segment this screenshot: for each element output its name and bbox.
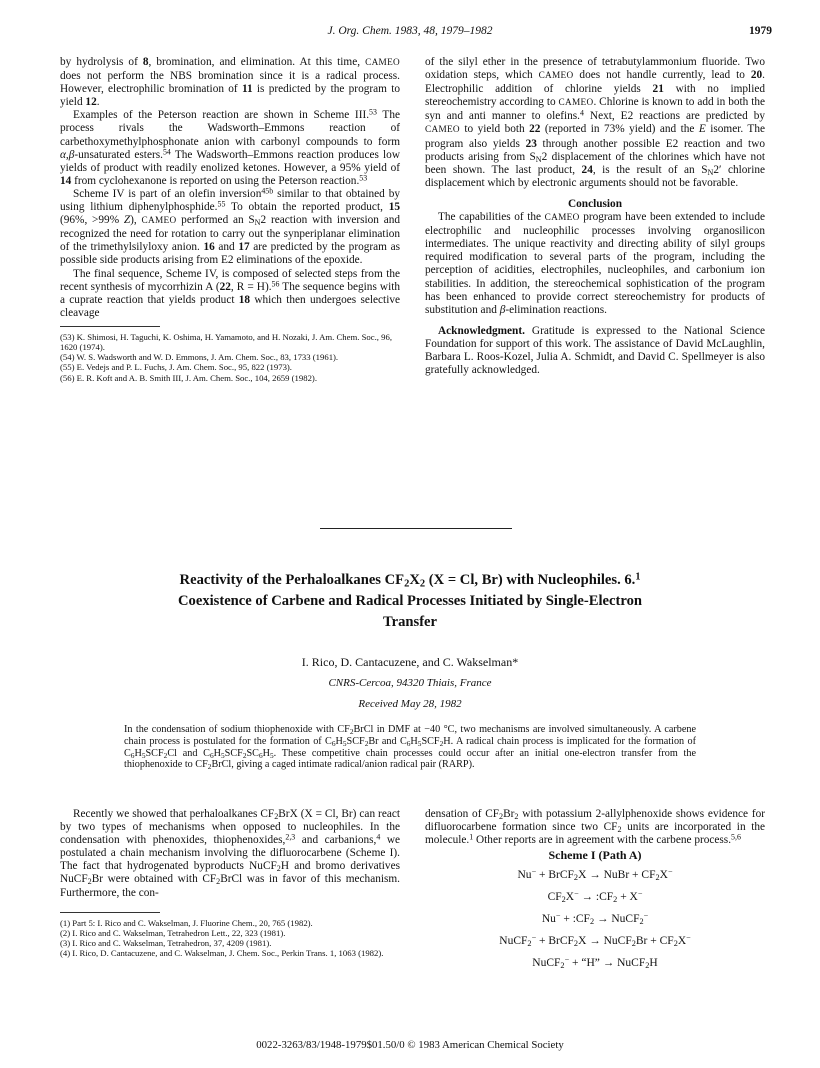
paragraph: Scheme IV is part of an olefin inversion$^{45b}$ similar to that obtained by using lithium diphenylphosphide.$^{55}$ To obtain the reported product, 15 (96%, >99% Z), CAMEO performed an $S_N2$ reaction with inversion and recognized the need for rotation to carry out the synperiplanar elimination of the trimethylsilyloxy anion. 16 and 17 are predicted by the program as possible side products arising from E2 eliminations of the epoxide. [60, 186, 401, 267]
footnote-rule [60, 912, 160, 913]
paragraph: Examples of the Peterson reaction are shown in Scheme III.$^{53}$ The process rivals the Wadsworth–Emmons reaction of carbethoxymethylphosphonate anion with carbonyl compounds to form α,β-unsaturated esters.$^{54}$ The Wadsworth–Emmons reaction produces low yields of product with readily enolized ketones. However, a 95% yield of 14 from cyclohexanone is reported on using the Peterson reaction.$^{53}$ [60, 107, 400, 187]
running-header [0, 25, 820, 41]
footnote: (2) I. Rico and C. Wakselman, Tetrahedron Lett., 22, 323 (1981). [60, 927, 286, 938]
footnote: (55) E. Vedejs and P. L. Fuchs, J. Am. Chem. Soc., 95, 822 (1973). [60, 362, 292, 373]
paragraph: The final sequence, Scheme IV, is composed of selected steps from the recent synthesis of mycorrhizin A (22, R = H).$^{56}$ The sequence begins with a cuprate reaction that yields product 18 which then undergoes selective cleavage [60, 267, 400, 319]
footnote: (56) E. R. Koft and A. B. Smith III, J. Am. Chem. Soc., 104, 2659 (1982). [60, 372, 317, 383]
footnote-rule [60, 326, 160, 327]
abstract: In the condensation of sodium thiophenoxide with $CF_2BrCl$ in DMF at −40 °C, two mechanisms are involved simultaneously. A carbene chain process is postulated for the formation of $C_6H_5SCF_2Br$ and $C_6H_5SCF_2H$. A radical chain process is implicated for the formation of $C_6H_5SCF_2Cl$ and $C_6H_5SCF_2SC_6H_5$. These competitive chain processes could occur after an initial one-electron transfer from the thiophenoxide to $CF_2BrCl$, giving a caged intimate radical/anion radical pair (RARP). [124, 724, 697, 772]
scheme-reaction: $CF_2X^-$ → $:CF_2 + X^-$ [547, 889, 643, 905]
affiliation: CNRS-Cercoa, 94320 Thiais, France [328, 677, 492, 689]
article-title: Reactivity of the Perhaloalkanes $CF_2X_2$ (X = Cl, Br) with Nucleophiles. 6.$^1$ Coexistence of Carbene and Radical Processes Initiated by Single-Electron Transfer [178, 571, 642, 630]
authors: I. Rico, D. Cantacuzene, and C. Wakselman* [301, 655, 519, 669]
prev-article-right-column [425, 56, 765, 377]
article-divider [320, 528, 512, 529]
acknowledgment-text: Gratitude is expressed to the National Science Foundation for support of this work. The assistance of David McLaughlin, Barbara L. Roos-Kozel, Julia A. Schmidt, and David C. Spellmeyer is also gratefully acknowledged. [425, 324, 765, 377]
journal-citation: J. Org. Chem. 1983, 48, 1979–1982 [327, 25, 493, 37]
acknowledgment [425, 325, 765, 377]
scheme-reaction: Nu− + BrCF$_2$X → NuBr + $CF_2X^-$ [517, 867, 673, 883]
prev-article-left-column [60, 56, 400, 383]
paragraph: of the silyl ether in the presence of tetrabutylammonium fluoride. Two oxidation steps, which CAMEO does not handle currently, lead to 20. Electrophilic addition of chlorine yields 21 with no implied stereochemistry according to CAMEO. Chlorine is known to add in both the syn and anti manner to olefins.$^4$ Next, E2 reactions are predicted by CAMEO to yield both 22 (reported in 73% yield) and the E isomer. The program also yields 23 through another possible E2 reaction and two products arising from $S_N2$ displacement of the chlorines which have not been shown. The last product, 24, is the result of an $S_N2'$ chlorine displacement which by electronic arguments should not be favorable. [425, 56, 765, 189]
footnote: (1) Part 5: I. Rico and C. Wakselman, J. Fluorine Chem., 20, 765 (1982). [60, 917, 313, 928]
page-footer: 0022-3263/83/1948-1979$01.50/0 © 1983 American Chemical Society [256, 1039, 564, 1051]
footnote: (54) W. S. Wadsworth and W. D. Emmons, J. Am. Chem. Soc., 83, 1733 (1961). [60, 352, 339, 363]
scheme-reaction: NuCF$_2$− + “H” → NuCF$_2$H [532, 955, 658, 971]
conclusion-heading: Conclusion [568, 197, 622, 210]
acknowledgment-label: Acknowledgment. [438, 324, 525, 337]
footnote: (4) I. Rico, D. Cantacuzene, and C. Wakselman, J. Chem. Soc., Perkin Trans. 1, 1063 (1982). [60, 948, 384, 959]
page-number: 1979 [749, 25, 772, 37]
scheme-reaction: $Nu^- + :CF_2$ → NuCF$_2$− [541, 911, 649, 927]
scheme-title: Scheme I (Path A) [548, 848, 642, 863]
paragraph: The capabilities of the CAMEO program have been extended to include electrophilic and nucleophilic processes involving organosilicon intermediates. The unique reactivity and directing ability of silyl groups required modification to several parts of the program, including the perception of acidities, electrophiles, nucleophiles, and carbonium ion stabilities. In addition, the stereochemical sophistication of the program has been enhanced to provide correct stereochemistry for products of substitution and β-elimination reactions. [425, 211, 765, 316]
footnote: (3) I. Rico and C. Wakselman, Tetrahedron, 37, 4209 (1981). [60, 938, 272, 949]
received-date: Received May 28, 1982 [358, 698, 462, 710]
scheme-reaction: NuCF$_2$− + BrCF$_2$X → NuCF$_2$Br + $CF_2X^-$ [499, 933, 691, 949]
paragraph: densation of $CF_2Br_2$ with potassium 2-allylphenoxide shows evidence for difluorocarbene formation since two $CF_2$ units are incorporated in the molecule.$^1$ Other reports are in agreement with the carbene process.$^{5,6}$ [425, 808, 765, 847]
footnote: (53) K. Shimosi, H. Taguchi, K. Oshima, H. Yamamoto, and H. Nozaki, J. Am. Chem. Soc., 96, 1620 (1974). [60, 331, 392, 353]
paragraph: Recently we showed that perhaloalkanes $CF_2BrX$ (X = Cl, Br) can react by two types of mechanisms when opposed to nucleophiles. In the condensation with phenoxides, thiophenoxides,$^{2,3}$ and carbanions,$^4$ we postulated a chain mechanism involving the difluorocarbene (Scheme I). The fact that hydrogenated byproducts NuCF$_2$H and bromo derivatives NuCF$_2$Br were obtained with $CF_2BrCl$ was in favor of this mechanism. Furthermore, the con- [60, 808, 401, 899]
body-right-column [425, 808, 765, 978]
body-left-column [60, 808, 400, 958]
paragraph: by hydrolysis of 8, bromination, and elimination. At this time, CAMEO does not perform the NBS bromination since it is a radical process. However, electrophilic bromination of 11 is predicted by the program to yield 12. [60, 56, 400, 109]
